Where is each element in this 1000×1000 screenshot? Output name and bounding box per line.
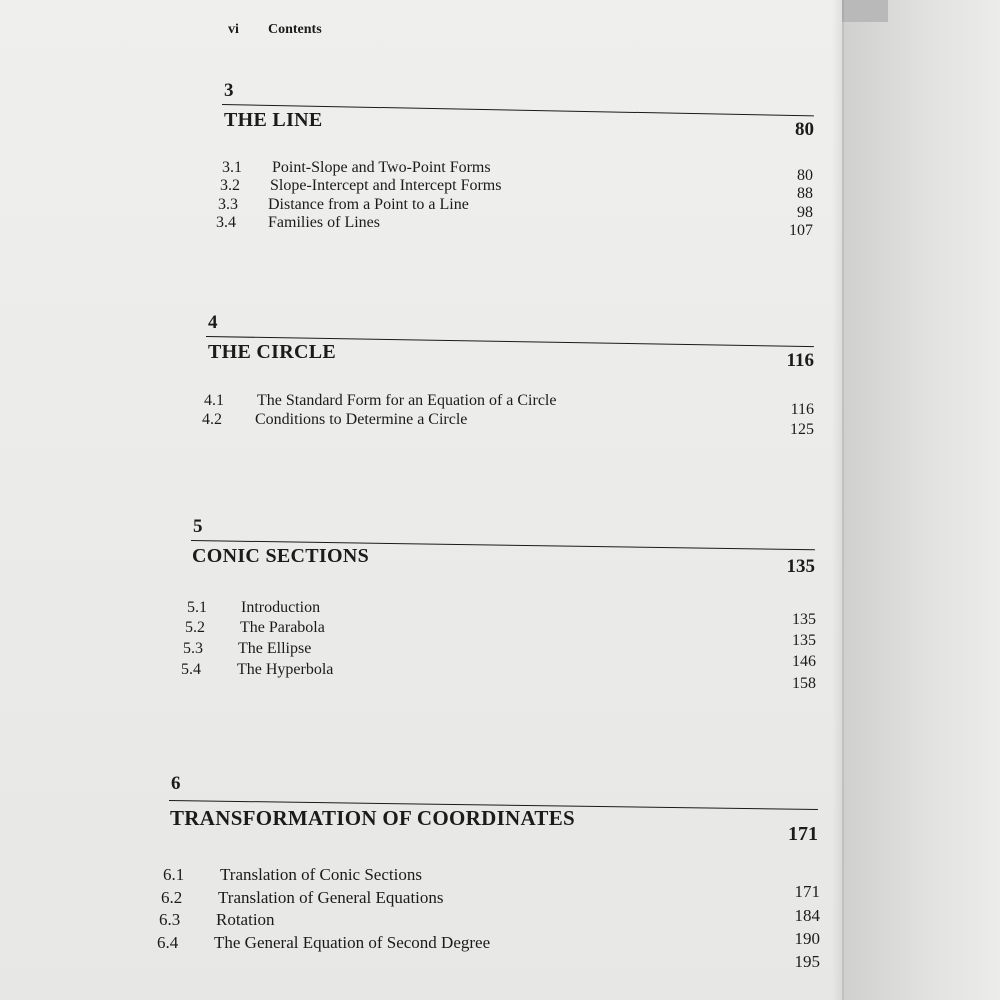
page-folio: vi (228, 22, 239, 37)
toc-entry: 6.3 Rotation (159, 910, 275, 929)
toc-entry-page: 80 (797, 167, 813, 184)
background-object (840, 0, 888, 22)
toc-entry: 3.3 Distance from a Point to a Line (218, 196, 469, 213)
chapter-title: CONIC SECTIONS (192, 545, 370, 567)
toc-entry-page: 184 (794, 906, 820, 925)
chapter-number: 4 (208, 312, 218, 333)
toc-entry-page: 116 (790, 401, 814, 418)
toc-entry-page: 158 (792, 675, 816, 692)
toc-entry: 6.2 Translation of General Equations (161, 888, 444, 907)
toc-entry: 6.4 The General Equation of Second Degree (157, 933, 491, 952)
toc-entry-page: 98 (797, 204, 813, 221)
toc-entry: 5.3 The Ellipse (183, 640, 312, 657)
toc-entry-page: 135 (792, 611, 816, 628)
toc-entry-page: 190 (794, 929, 820, 948)
toc-entry: 3.2 Slope-Intercept and Intercept Forms (220, 177, 502, 194)
chapter-title: THE LINE (224, 109, 323, 131)
chapter-title: TRANSFORMATION OF COORDINATES (170, 806, 576, 830)
chapter-page: 80 (795, 119, 814, 140)
toc-entry: 4.2 Conditions to Determine a Circle (202, 411, 468, 428)
chapter-page: 171 (788, 823, 818, 845)
running-head-title: Contents (268, 22, 322, 37)
toc-entry: 3.1 Point-Slope and Two-Point Forms (222, 159, 491, 176)
chapter-number: 6 (171, 773, 181, 794)
toc-entry-page: 146 (792, 653, 816, 670)
toc-entry: 6.1 Translation of Conic Sections (163, 865, 422, 884)
toc-entry-page: 125 (790, 421, 814, 438)
toc-entry-page: 135 (792, 632, 816, 649)
page-edge-shadow (832, 0, 844, 1000)
toc-entry: 5.2 The Parabola (185, 619, 325, 636)
running-head (228, 22, 322, 38)
toc-entry-page: 171 (794, 882, 820, 901)
toc-entry-page: 107 (789, 222, 813, 239)
toc-entry-page: 195 (794, 952, 820, 971)
chapter-number: 3 (224, 80, 234, 101)
chapter-title: THE CIRCLE (208, 341, 337, 363)
background-surface (840, 0, 1000, 1000)
chapter-page: 135 (786, 556, 815, 577)
toc-entry-page: 88 (797, 185, 813, 202)
toc-entry: 5.1 Introduction (187, 599, 321, 616)
toc-entry: 3.4 Families of Lines (216, 214, 380, 231)
chapter-number: 5 (193, 516, 203, 537)
chapter-page: 116 (786, 350, 814, 371)
toc-entry: 5.4 The Hyperbola (181, 661, 334, 678)
toc-entry: 4.1 The Standard Form for an Equation of a Circle (204, 392, 557, 409)
